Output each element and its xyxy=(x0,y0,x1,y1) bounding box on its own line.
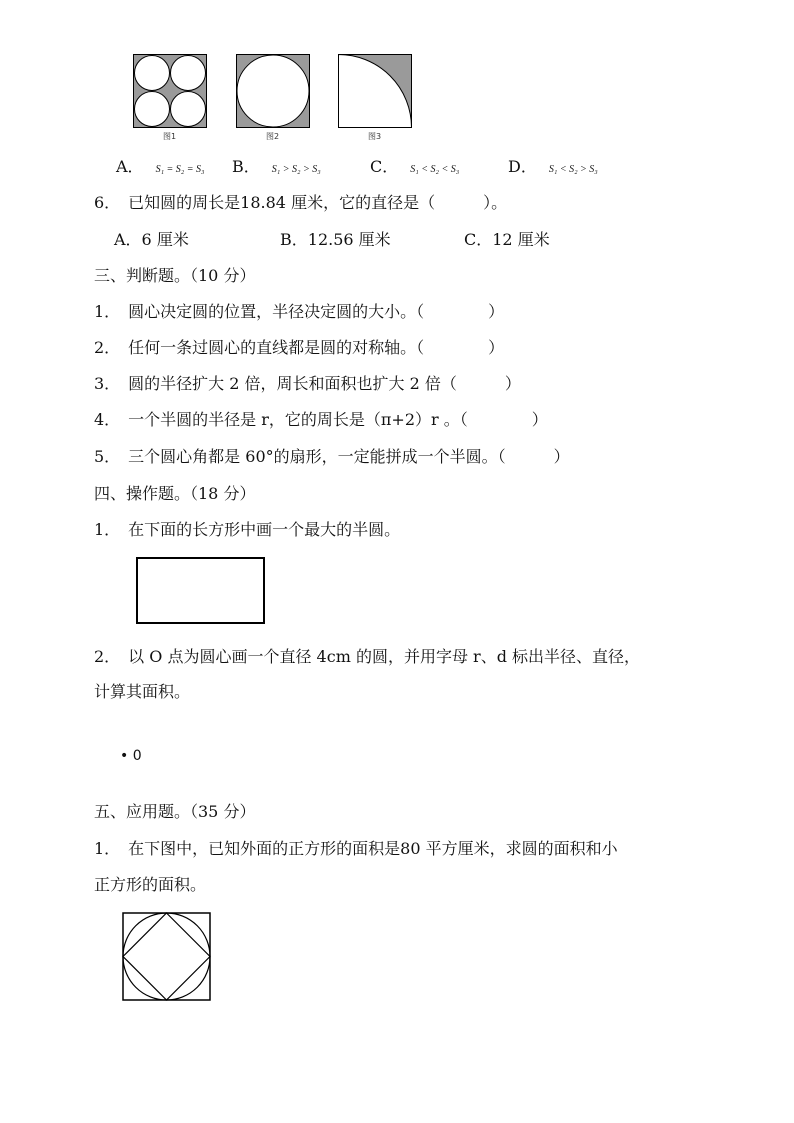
q5-option-a-letter: A． xyxy=(116,157,144,176)
section-3-item-5: 5． 三个圆心角都是 60°的扇形，一定能拼成一个半圆。（ ） xyxy=(94,447,570,466)
q5-option-c xyxy=(370,154,459,177)
q5-option-b-expr: S₁ > S₂ > S₃ xyxy=(271,164,321,175)
section-4-q2-line-2: 计算其面积。 xyxy=(94,682,191,701)
section-5-q1-line-2: 正方形的面积。 xyxy=(94,875,207,894)
section-3-item-2: 2． 任何一条过圆心的直线都是圆的对称轴。（ ） xyxy=(94,338,505,357)
figure-3-label: 图3 xyxy=(368,132,382,141)
q6-option-b: B．12.56 厘米 xyxy=(280,230,391,249)
q5-option-d-expr: S₁ < S₂ > S₃ xyxy=(548,164,598,175)
section-3-title: 三、判断题。（10 分） xyxy=(94,266,256,285)
q5-option-a xyxy=(116,154,205,177)
q6-option-a: A．6 厘米 xyxy=(114,230,189,249)
q5-option-b xyxy=(232,154,321,177)
figure-2-label: 图2 xyxy=(266,132,280,141)
point-o-label: • 0 xyxy=(120,748,142,764)
q6-option-c: C．12 厘米 xyxy=(464,230,550,249)
figure-1-four-circles xyxy=(133,54,207,128)
section-3-item-1: 1． 圆心决定圆的位置，半径决定圆的大小。（ ） xyxy=(94,302,505,321)
q5-option-b-letter: B． xyxy=(232,157,260,176)
q5-option-c-expr: S₁ < S₂ < S₃ xyxy=(410,164,460,175)
section-5-title: 五、应用题。（35 分） xyxy=(94,802,256,821)
section-4-q1: 1． 在下面的长方形中画一个最大的半圆。 xyxy=(94,520,401,539)
square-circle-square-figure xyxy=(122,912,211,1001)
rectangle-figure xyxy=(136,557,266,625)
section-4-q2-line-1: 2． 以 O 点为圆心画一个直径 4cm 的圆，并用字母 r、d 标出半径、直径， xyxy=(94,647,641,666)
section-3-item-3: 3． 圆的半径扩大 2 倍，周长和面积也扩大 2 倍（ ） xyxy=(94,374,521,393)
figure-1-label: 图1 xyxy=(163,132,177,141)
q5-option-d xyxy=(508,154,598,177)
figure-3-quarter-circle xyxy=(338,54,412,128)
section-3-item-4: 4． 一个半圆的半径是 r，它的周长是（π+2）r 。（ ） xyxy=(94,410,548,429)
section-4-title: 四、操作题。（18 分） xyxy=(94,484,256,503)
q6-text: 6． 已知圆的周长是18.84 厘米，它的直径是（ ）。 xyxy=(94,193,508,212)
figure-2-one-circle xyxy=(236,54,310,128)
q5-option-a-expr: S₁ = S₂ = S₃ xyxy=(155,164,205,175)
section-5-q1-line-1: 1． 在下图中，已知外面的正方形的面积是80 平方厘米，求圆的面积和小 xyxy=(94,839,618,858)
q5-option-c-letter: C． xyxy=(370,157,399,176)
q5-option-d-letter: D． xyxy=(508,157,537,176)
